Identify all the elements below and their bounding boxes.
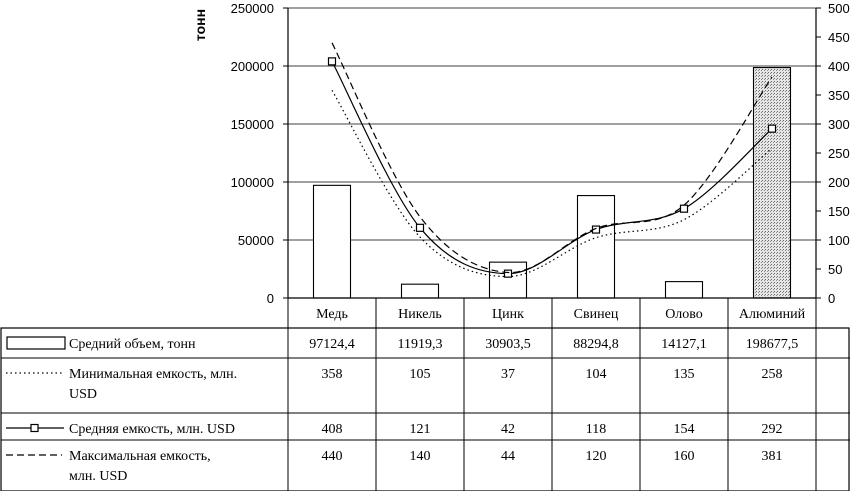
bar: [314, 185, 351, 298]
category-label: Медь: [316, 307, 348, 322]
table-value: 160: [673, 449, 695, 464]
bar: [666, 282, 703, 298]
right-tick-label: 500: [828, 1, 850, 16]
table-value: 97124,4: [309, 337, 355, 352]
series-marker: [329, 58, 336, 65]
table-value: 44: [501, 449, 515, 464]
data-table: [1, 298, 850, 491]
category-label: Свинец: [573, 307, 619, 322]
table-value: 121: [409, 422, 431, 437]
table-value: 105: [409, 367, 431, 382]
table-value: 104: [585, 367, 607, 382]
left-tick-label: 100000: [230, 175, 274, 190]
table-value: 198677,5: [745, 337, 799, 352]
table-value: 120: [585, 449, 607, 464]
left-tick-label: 150000: [230, 117, 274, 132]
legend-marker-swatch: [31, 425, 38, 432]
series-line: [332, 61, 772, 273]
table-value: 11919,3: [397, 337, 443, 352]
right-tick-label: 200: [828, 175, 850, 190]
right-tick-label: 450: [828, 30, 850, 45]
table-value: 118: [585, 422, 607, 437]
right-tick-label: 250: [828, 146, 850, 161]
table-value: 14127,1: [661, 337, 707, 352]
bar: [490, 262, 527, 298]
table-value: 42: [501, 422, 515, 437]
legend-label: Минимальная емкость, млн.: [69, 367, 238, 382]
table-value: 292: [761, 422, 783, 437]
axes: [192, 1, 850, 306]
table-value: 408: [321, 422, 343, 437]
category-label: Алюминий: [738, 307, 806, 322]
bar: [402, 284, 439, 298]
left-tick-label: 200000: [230, 59, 274, 74]
table-value: 30903,5: [485, 337, 531, 352]
bar: [578, 196, 615, 298]
right-tick-label: 0: [828, 291, 836, 306]
legend-label: USD: [69, 387, 98, 402]
legend-label: млн. USD: [69, 469, 128, 484]
legend-label: Максимальная емкость,: [69, 449, 211, 464]
bar: [754, 68, 791, 298]
series-marker: [769, 125, 776, 132]
legend-label: Средняя емкость, млн. USD: [69, 422, 235, 437]
right-tick-label: 100: [828, 233, 850, 248]
right-tick-label: 400: [828, 59, 850, 74]
table-value: 258: [761, 367, 783, 382]
right-tick-label: 50: [828, 262, 843, 277]
category-label: Никель: [398, 307, 442, 322]
right-tick-label: 150: [828, 204, 850, 219]
bars: [314, 68, 791, 298]
series-line: [332, 90, 772, 276]
table-value: 88294,8: [573, 337, 619, 352]
table-value: 381: [761, 449, 783, 464]
y-axis-label: тонн: [192, 8, 208, 42]
table-value: 140: [409, 449, 431, 464]
left-tick-label: 250000: [230, 1, 274, 16]
left-tick-label: 0: [266, 291, 274, 306]
right-tick-label: 300: [828, 117, 850, 132]
series-marker: [681, 205, 688, 212]
table-value: 37: [501, 367, 515, 382]
series-lines: [329, 43, 776, 277]
legend-label: Средний объем, тонн: [69, 337, 196, 352]
series-marker: [505, 270, 512, 277]
category-label: Цинк: [492, 307, 524, 322]
category-label: Олово: [665, 307, 703, 322]
series-marker: [417, 224, 424, 231]
table-value: 440: [321, 449, 343, 464]
grid: [288, 8, 816, 240]
left-tick-label: 50000: [237, 233, 274, 248]
legend-bar-swatch: [7, 337, 65, 349]
right-tick-label: 350: [828, 88, 850, 103]
table-border: [1, 328, 849, 491]
table-value: 358: [321, 367, 343, 382]
table-value: 135: [673, 367, 695, 382]
series-line: [332, 43, 772, 273]
table-value: 154: [673, 422, 695, 437]
